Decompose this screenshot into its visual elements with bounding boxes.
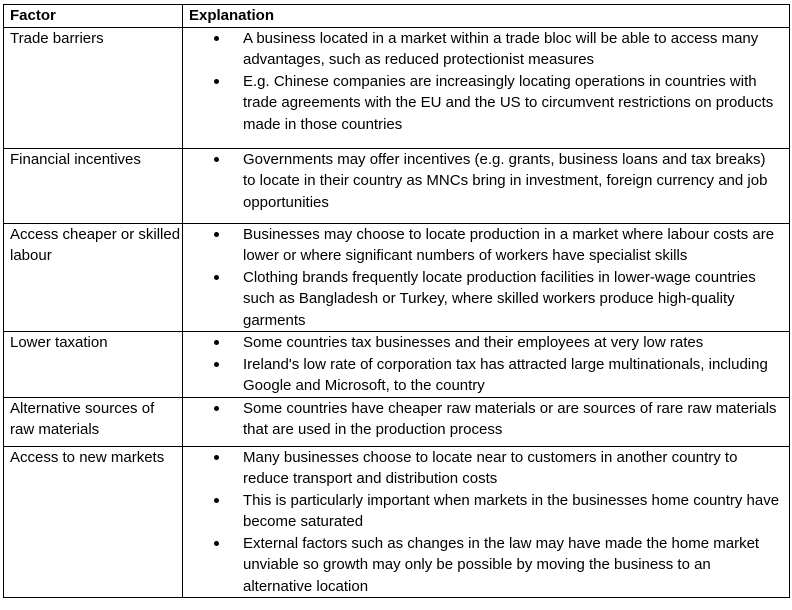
explanation-cell	[183, 446, 790, 598]
bullet-point: External factors such as changes in the law may have made the home market unviable so growth may only be possible by moving the business to an alternative location	[243, 533, 781, 598]
bullet-point: Many businesses choose to locate near to customers in another country to reduce transport and distribution costs	[243, 447, 781, 490]
factor-cell: Alternative sources of raw materials	[4, 397, 183, 446]
bullet-list	[189, 332, 789, 397]
header-row	[4, 5, 790, 28]
table-row	[4, 27, 790, 148]
table-row	[4, 397, 790, 446]
table-row	[4, 446, 790, 598]
bullet-point: This is particularly important when markets in the businesses home country have become saturated	[243, 490, 781, 533]
bullet-point: Ireland's low rate of corporation tax has attracted large multinationals, including Google and Microsoft, to the country	[243, 354, 781, 397]
bullet-point: Some countries have cheaper raw materials or are sources of rare raw materials that are used in the production process	[243, 398, 781, 441]
explanation-cell	[183, 148, 790, 223]
bullet-point: A business located in a market within a trade bloc will be able to access many advantages, such as reduced protectionist measures	[243, 28, 781, 71]
factor-cell: Access to new markets	[4, 446, 183, 598]
factor-cell: Lower taxation	[4, 332, 183, 398]
table-row	[4, 223, 790, 332]
factors-table	[3, 4, 790, 598]
factor-cell: Financial incentives	[4, 148, 183, 223]
bullet-point: Some countries tax businesses and their employees at very low rates	[243, 332, 781, 354]
factor-cell: Access cheaper or skilled labour	[4, 223, 183, 332]
table-row	[4, 148, 790, 223]
explanation-header: Explanation	[183, 5, 790, 28]
explanation-cell	[183, 27, 790, 148]
bullet-point: Governments may offer incentives (e.g. grants, business loans and tax breaks) to locate in their country as MNCs bring in investment, foreign currency and job opportunities	[243, 149, 781, 214]
bullet-list	[189, 149, 789, 214]
table-row	[4, 332, 790, 398]
explanation-cell	[183, 332, 790, 398]
bullet-list	[189, 28, 789, 136]
bullet-point: Businesses may choose to locate production in a market where labour costs are lower or where significant numbers of workers have specialist skills	[243, 224, 781, 267]
factor-header: Factor	[4, 5, 183, 28]
factor-cell: Trade barriers	[4, 27, 183, 148]
explanation-cell	[183, 397, 790, 446]
bullet-list	[189, 224, 789, 332]
bullet-point: Clothing brands frequently locate production facilities in lower-wage countries such as Bangladesh or Turkey, where skilled workers produce high-quality garments	[243, 267, 781, 332]
bullet-list	[189, 447, 789, 598]
bullet-list	[189, 398, 789, 441]
bullet-point: E.g. Chinese companies are increasingly locating operations in countries with trade agreements with the EU and the US to circumvent restrictions on products made in those countries	[243, 71, 781, 136]
explanation-cell	[183, 223, 790, 332]
